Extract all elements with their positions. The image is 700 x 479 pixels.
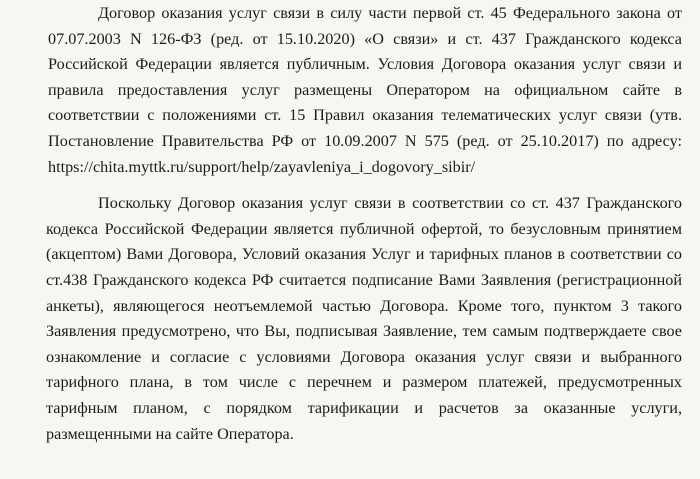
- text-line: Поскольку Договор оказания услуг связи в соответствии со ст. 437 Гражданского: [98, 194, 682, 213]
- text-line: тарифного плана, в том числе с перечнем и размером платежей, предусмотренных: [46, 373, 682, 392]
- text-line: (акцептом) Вами Договора, Условий оказания Услуг и тарифных планов в соответствии со: [46, 245, 682, 264]
- text-line: Договор оказания услуг связи в силу части первой ст. 45 Федерального закона от: [98, 4, 682, 22]
- text-line: анкеты), являющегося неотъемлемой частью Договора. Кроме того, пунктом 3 такого: [46, 296, 682, 315]
- text-line: тарифным планом, с порядком тарификации и расчетов за оказанные услуги,: [46, 398, 682, 417]
- url-line: https://chita.myttk.ru/support/help/zayavleniya_i_dogovory_sibir/: [48, 157, 476, 176]
- text-line: Заявления предусмотрено, что Вы, подписывая Заявление, тем самым подтверждаете свое: [46, 322, 682, 341]
- text-line: ознакомление и согласие с условиями Договора оказания услуг связи и выбранного: [46, 347, 682, 366]
- text-line: Постановление Правительства РФ от 10.09.2007 N 575 (ред. от 25.10.2017) по адресу:: [48, 131, 682, 150]
- paragraph-1: [48, 0, 682, 180]
- text-line: размещенными на сайте Оператора.: [46, 424, 294, 443]
- text-line: Российской Федерации является публичным. Условия Договора оказания услуг связи и: [48, 55, 682, 74]
- paragraph-2: [48, 191, 682, 447]
- text-line: правила предоставления услуг размещены Оператором на официальном сайте в: [48, 80, 682, 99]
- text-line: соответствии с положениями ст. 15 Правил оказания телематических услуг связи (утв.: [48, 106, 682, 125]
- text-line: ст.438 Гражданского кодекса РФ считается подписание Вами Заявления (регистрационной: [46, 270, 682, 289]
- text-line: кодекса Российской Федерации является публичной офертой, то безусловным принятием: [46, 219, 682, 238]
- text-line: 07.07.2003 N 126-ФЗ (ред. от 15.10.2020) «О связи» и ст. 437 Гражданского кодекса: [48, 29, 682, 48]
